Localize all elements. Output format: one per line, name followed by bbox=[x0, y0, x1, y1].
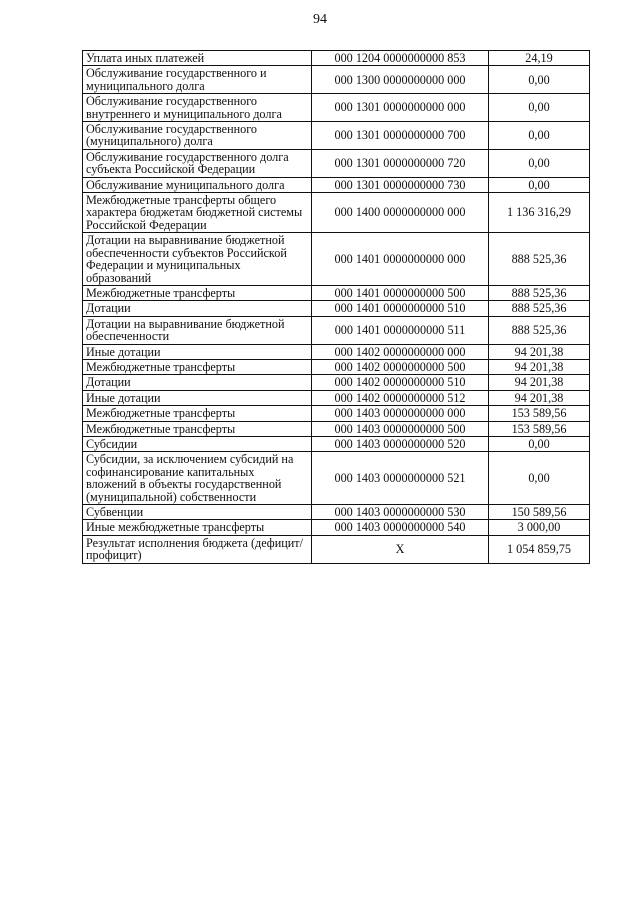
row-code-cell: 000 1401 0000000000 500 bbox=[312, 285, 489, 300]
row-code-cell: 000 1402 0000000000 512 bbox=[312, 390, 489, 405]
row-amount-cell: 1 054 859,75 bbox=[489, 535, 590, 563]
table-row bbox=[83, 51, 590, 66]
row-amount-cell: 94 201,38 bbox=[489, 390, 590, 405]
table-row bbox=[83, 94, 590, 122]
row-amount-cell: 94 201,38 bbox=[489, 375, 590, 390]
row-code-cell: 000 1400 0000000000 000 bbox=[312, 193, 489, 233]
row-amount-cell: 153 589,56 bbox=[489, 421, 590, 436]
table-row bbox=[83, 301, 590, 316]
row-code-cell: 000 1403 0000000000 520 bbox=[312, 436, 489, 451]
row-amount-cell: 0,00 bbox=[489, 66, 590, 94]
row-amount-cell: 888 525,36 bbox=[489, 285, 590, 300]
row-name-cell: Межбюджетные трансферты bbox=[83, 421, 312, 436]
row-name-cell: Дотации на выравнивание бюджетной обеспеченности субъектов Российской Федерации и муниципальных образований bbox=[83, 233, 312, 286]
row-amount-cell: 153 589,56 bbox=[489, 406, 590, 421]
row-code-cell: 000 1402 0000000000 500 bbox=[312, 359, 489, 374]
row-name-cell: Обслуживание государственного и муниципального долга bbox=[83, 66, 312, 94]
table-row bbox=[83, 316, 590, 344]
row-code-cell: 000 1401 0000000000 510 bbox=[312, 301, 489, 316]
row-name-cell: Иные дотации bbox=[83, 344, 312, 359]
row-name-cell: Результат исполнения бюджета (дефицит/профицит) bbox=[83, 535, 312, 563]
table-row bbox=[83, 344, 590, 359]
row-name-cell: Обслуживание муниципального долга bbox=[83, 177, 312, 192]
row-code-cell: 000 1300 0000000000 000 bbox=[312, 66, 489, 94]
row-name-cell: Дотации bbox=[83, 375, 312, 390]
table-row bbox=[83, 520, 590, 535]
row-code-cell: 000 1401 0000000000 511 bbox=[312, 316, 489, 344]
table-row bbox=[83, 149, 590, 177]
row-code-cell: 000 1401 0000000000 000 bbox=[312, 233, 489, 286]
row-name-cell: Межбюджетные трансферты bbox=[83, 285, 312, 300]
table-row bbox=[83, 452, 590, 505]
table-row bbox=[83, 375, 590, 390]
row-amount-cell: 0,00 bbox=[489, 452, 590, 505]
row-code-cell: 000 1403 0000000000 000 bbox=[312, 406, 489, 421]
row-name-cell: Субсидии bbox=[83, 436, 312, 451]
row-amount-cell: 888 525,36 bbox=[489, 316, 590, 344]
row-amount-cell: 94 201,38 bbox=[489, 359, 590, 374]
table-row bbox=[83, 406, 590, 421]
table-row bbox=[83, 177, 590, 192]
row-code-cell: 000 1301 0000000000 720 bbox=[312, 149, 489, 177]
row-amount-cell: 0,00 bbox=[489, 149, 590, 177]
row-code-cell: 000 1301 0000000000 000 bbox=[312, 94, 489, 122]
budget-table bbox=[82, 50, 590, 564]
row-name-cell: Межбюджетные трансферты bbox=[83, 359, 312, 374]
table-row bbox=[83, 535, 590, 563]
row-name-cell: Межбюджетные трансферты общего характера бюджетам бюджетной системы Российской Федерации bbox=[83, 193, 312, 233]
row-name-cell: Иные дотации bbox=[83, 390, 312, 405]
row-code-cell: 000 1301 0000000000 730 bbox=[312, 177, 489, 192]
row-amount-cell: 3 000,00 bbox=[489, 520, 590, 535]
row-code-cell: X bbox=[312, 535, 489, 563]
row-name-cell: Иные межбюджетные трансферты bbox=[83, 520, 312, 535]
row-amount-cell: 888 525,36 bbox=[489, 301, 590, 316]
row-code-cell: 000 1403 0000000000 530 bbox=[312, 505, 489, 520]
row-amount-cell: 150 589,56 bbox=[489, 505, 590, 520]
table-row bbox=[83, 359, 590, 374]
table-row bbox=[83, 122, 590, 150]
row-code-cell: 000 1403 0000000000 540 bbox=[312, 520, 489, 535]
row-name-cell: Дотации bbox=[83, 301, 312, 316]
table-row bbox=[83, 66, 590, 94]
row-amount-cell: 24,19 bbox=[489, 51, 590, 66]
row-amount-cell: 0,00 bbox=[489, 436, 590, 451]
row-name-cell: Межбюджетные трансферты bbox=[83, 406, 312, 421]
table-row bbox=[83, 390, 590, 405]
row-amount-cell: 1 136 316,29 bbox=[489, 193, 590, 233]
row-code-cell: 000 1403 0000000000 500 bbox=[312, 421, 489, 436]
row-name-cell: Субсидии, за исключением субсидий на софинансирование капитальных вложений в объекты государственной (муниципальной) собственности bbox=[83, 452, 312, 505]
row-code-cell: 000 1402 0000000000 510 bbox=[312, 375, 489, 390]
row-name-cell: Уплата иных платежей bbox=[83, 51, 312, 66]
table-row bbox=[83, 233, 590, 286]
table-row bbox=[83, 505, 590, 520]
row-amount-cell: 94 201,38 bbox=[489, 344, 590, 359]
row-code-cell: 000 1402 0000000000 000 bbox=[312, 344, 489, 359]
row-amount-cell: 0,00 bbox=[489, 177, 590, 192]
row-amount-cell: 0,00 bbox=[489, 94, 590, 122]
table-row bbox=[83, 285, 590, 300]
row-name-cell: Обслуживание государственного долга субъекта Российской Федерации bbox=[83, 149, 312, 177]
table-row bbox=[83, 436, 590, 451]
row-name-cell: Обслуживание государственного внутреннего и муниципального долга bbox=[83, 94, 312, 122]
row-name-cell: Дотации на выравнивание бюджетной обеспеченности bbox=[83, 316, 312, 344]
row-amount-cell: 888 525,36 bbox=[489, 233, 590, 286]
table-row bbox=[83, 193, 590, 233]
row-code-cell: 000 1204 0000000000 853 bbox=[312, 51, 489, 66]
page-number: 94 bbox=[313, 12, 327, 27]
row-code-cell: 000 1403 0000000000 521 bbox=[312, 452, 489, 505]
table-row bbox=[83, 421, 590, 436]
row-name-cell: Обслуживание государственного (муниципального) долга bbox=[83, 122, 312, 150]
row-name-cell: Субвенции bbox=[83, 505, 312, 520]
row-code-cell: 000 1301 0000000000 700 bbox=[312, 122, 489, 150]
row-amount-cell: 0,00 bbox=[489, 122, 590, 150]
